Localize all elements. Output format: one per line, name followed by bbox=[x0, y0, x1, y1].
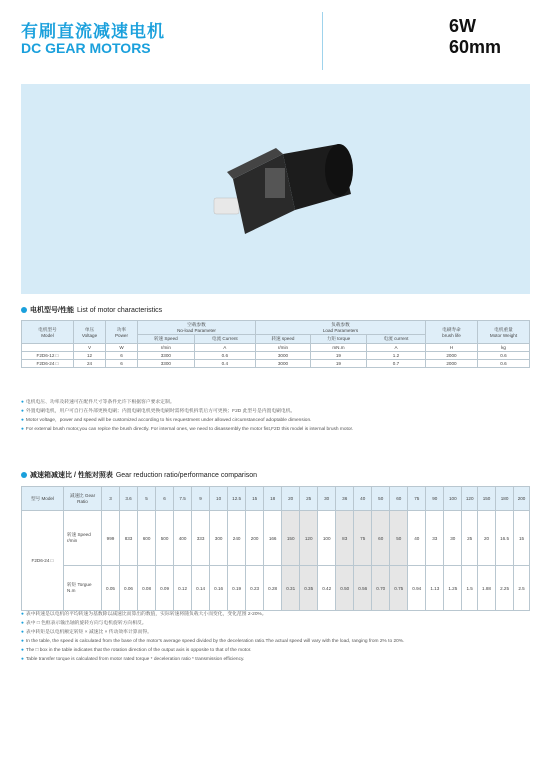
speed-cell: 600 bbox=[138, 511, 156, 566]
speed-cell: 25 bbox=[462, 511, 478, 566]
speed-cell: 300 bbox=[210, 511, 228, 566]
torque-cell: 1.13 bbox=[426, 566, 444, 611]
speed-cell: 83 bbox=[336, 511, 354, 566]
speed-cell: 20 bbox=[478, 511, 496, 566]
note: ● Table transfer torque is calculated from motor rated torque * deceleration ratio * transmission efficiency. bbox=[21, 655, 404, 664]
section-title-motor bbox=[21, 305, 162, 315]
torque-cell: 0.70 bbox=[372, 566, 390, 611]
th-nl-speed: 转速 Speed bbox=[138, 335, 195, 344]
note: ● 表中转速是以电机的平均转速为基数除以减速比而算出的数值，实际转速将随负载大小而变化，变化范围 2-20%。 bbox=[21, 610, 404, 619]
speed-cell: 100 bbox=[318, 511, 336, 566]
ratio-cell: 6 bbox=[156, 487, 174, 511]
note: ● In the table, the speed is calculated from the base of the motor's average speed divided by the deceleration ratio.The actual speed will vary with the load, ranging from 2% to 20%. bbox=[21, 637, 404, 646]
ratio-cell: 30 bbox=[318, 487, 336, 511]
ratio-cell: 120 bbox=[462, 487, 478, 511]
section2-title-cn: 减速箱减速比 / 性能对照表 bbox=[30, 472, 113, 479]
model-cell: F2D6-24 □ bbox=[22, 511, 64, 611]
speed-cell: 33 bbox=[426, 511, 444, 566]
torque-cell: 0.09 bbox=[156, 566, 174, 611]
speed-cell: 75 bbox=[354, 511, 372, 566]
ratio-cell: 100 bbox=[444, 487, 462, 511]
speed-cell: 150 bbox=[282, 511, 300, 566]
ratio-cell: 40 bbox=[354, 487, 372, 511]
ratio-cell: 10 bbox=[210, 487, 228, 511]
torque-cell: 2.25 bbox=[496, 566, 514, 611]
title-cn: 有刷直流减速电机 bbox=[21, 22, 165, 41]
table-row: F2D6-24 □ 24 6 3300 0.4 3000 19 0.7 2000 0.6 bbox=[22, 360, 530, 368]
speed-cell: 120 bbox=[300, 511, 318, 566]
speed-cell: 30 bbox=[444, 511, 462, 566]
section-title-gear bbox=[21, 470, 257, 480]
torque-label: 转矩 Torgue N.m bbox=[64, 566, 102, 611]
ratio-cell: 75 bbox=[408, 487, 426, 511]
ratio-cell: 60 bbox=[390, 487, 408, 511]
torque-cell: 0.35 bbox=[300, 566, 318, 611]
torque-cell: 0.31 bbox=[282, 566, 300, 611]
note: ● 表中转矩是以电机额定转矩 × 减速比 × 传动效率计算而得。 bbox=[21, 628, 404, 637]
ratio-cell: 3 bbox=[102, 487, 120, 511]
ratio-cell: 3.6 bbox=[120, 487, 138, 511]
torque-cell: 1.5 bbox=[462, 566, 478, 611]
note: ● 外置电刷电机，用户可自行在外部更换电刷；内置电刷电机更换电刷时需将电机拆装后方可更换；F2D 此型号是内置电刷电机。 bbox=[21, 407, 353, 416]
ratio-cell: 15 bbox=[246, 487, 264, 511]
ratio-cell: 90 bbox=[426, 487, 444, 511]
speed-cell: 166 bbox=[264, 511, 282, 566]
torque-cell: 0.14 bbox=[192, 566, 210, 611]
speed-cell: 200 bbox=[246, 511, 264, 566]
torque-cell: 0.08 bbox=[138, 566, 156, 611]
ratio-cell: 12.5 bbox=[228, 487, 246, 511]
speed-cell: 999 bbox=[102, 511, 120, 566]
ratio-cell: 200 bbox=[514, 487, 530, 511]
ratio-cell: 5 bbox=[138, 487, 156, 511]
torque-cell: 0.12 bbox=[174, 566, 192, 611]
note: ● For external brush motor,you can replce the brush directly. For internal ones, we need to disassembly the motor fist,F2D this model is internal brush motor. bbox=[21, 425, 353, 434]
speed-label: 转速 Speed r/min bbox=[64, 511, 102, 566]
torque-cell: 0.19 bbox=[228, 566, 246, 611]
motor-characteristics-table bbox=[21, 320, 530, 368]
torque-cell: 0.42 bbox=[318, 566, 336, 611]
torque-cell: 1.88 bbox=[478, 566, 496, 611]
note: ● The □ box in the table indicates that the rotation direction of the output axis is opposite to that of the motor. bbox=[21, 646, 404, 655]
power-rating: 6W bbox=[449, 16, 476, 36]
torque-cell: 1.25 bbox=[444, 566, 462, 611]
th-nl-current: 电流 Current bbox=[194, 335, 255, 344]
note: ● 表中 □ 色框表示输出轴的旋转方向与电机旋转方向相反。 bbox=[21, 619, 404, 628]
note: ● Motor voltage，power and speed will be customized according to his requestment under allowed circumstanceof adoptable dimension. bbox=[21, 416, 353, 425]
section1-title-cn: 电机型号/性能 bbox=[30, 307, 74, 314]
torque-cell: 0.16 bbox=[210, 566, 228, 611]
speed-cell: 500 bbox=[156, 511, 174, 566]
notes-gear bbox=[21, 610, 404, 664]
speed-cell: 60 bbox=[372, 511, 390, 566]
torque-cell: 2.5 bbox=[514, 566, 530, 611]
speed-cell: 400 bbox=[174, 511, 192, 566]
torque-cell: 0.05 bbox=[102, 566, 120, 611]
section2-title-en: Gear reduction ratio/performance comparison bbox=[115, 471, 258, 479]
table-row: F2D6-12 □ 12 6 3300 0.6 3000 19 1.2 2000 0.6 bbox=[22, 352, 530, 360]
speed-cell: 333 bbox=[192, 511, 210, 566]
torque-cell: 0.23 bbox=[246, 566, 264, 611]
th-power: 功率 Power bbox=[106, 321, 138, 344]
header-divider bbox=[322, 12, 323, 70]
speed-cell: 15 bbox=[514, 511, 530, 566]
th-l-torque: 力矩 torque bbox=[310, 335, 366, 344]
ratio-cell: 50 bbox=[372, 487, 390, 511]
speed-cell: 16.5 bbox=[496, 511, 514, 566]
ratio-cell: 25 bbox=[300, 487, 318, 511]
th-noload: 空载参数 No-load Parameter bbox=[138, 321, 256, 335]
motor-photo bbox=[21, 84, 530, 294]
ratio-cell: 150 bbox=[478, 487, 496, 511]
ratio-cell: 7.5 bbox=[174, 487, 192, 511]
th-model: 型号 Model bbox=[22, 487, 64, 511]
title-en: DC GEAR MOTORS bbox=[21, 40, 151, 56]
bullet-dot bbox=[21, 472, 27, 478]
th-l-current: 电流 current bbox=[366, 335, 425, 344]
th-model: 电机型号 Model bbox=[22, 321, 74, 344]
speed-cell: 240 bbox=[228, 511, 246, 566]
note: ● 电机电压、功率及转速可在配件尺寸等条件允许下根据客户要求定制。 bbox=[21, 398, 353, 407]
speed-cell: 50 bbox=[390, 511, 408, 566]
ratio-cell: 36 bbox=[336, 487, 354, 511]
ratio-cell: 9 bbox=[192, 487, 210, 511]
ratio-cell: 20 bbox=[282, 487, 300, 511]
th-life: 电刷寿命 brush life bbox=[426, 321, 478, 344]
bullet-dot bbox=[21, 307, 27, 313]
notes-motor bbox=[21, 398, 353, 434]
gear-ratio-table bbox=[21, 486, 530, 611]
torque-cell: 0.75 bbox=[390, 566, 408, 611]
section1-title-en: List of motor characteristics bbox=[76, 306, 163, 314]
torque-cell: 0.06 bbox=[120, 566, 138, 611]
speed-cell: 40 bbox=[408, 511, 426, 566]
th-ratio: 减速比 Gear Ratio bbox=[64, 487, 102, 511]
speed-cell: 833 bbox=[120, 511, 138, 566]
units-row: V W r/min A r/min mN.m A H kg bbox=[22, 344, 530, 352]
ratio-cell: 180 bbox=[496, 487, 514, 511]
torque-cell: 0.28 bbox=[264, 566, 282, 611]
torque-cell: 0.94 bbox=[408, 566, 426, 611]
torque-cell: 0.50 bbox=[336, 566, 354, 611]
motor-illustration bbox=[21, 84, 530, 294]
th-l-speed: 转速 speed bbox=[256, 335, 311, 344]
th-voltage: 单压 Voltage bbox=[74, 321, 106, 344]
th-weight: 电机重量 Motor Weight bbox=[478, 321, 530, 344]
th-load: 负载参数 Load Parameters bbox=[256, 321, 426, 335]
torque-cell: 0.56 bbox=[354, 566, 372, 611]
ratio-cell: 18 bbox=[264, 487, 282, 511]
frame-size: 60mm bbox=[449, 37, 502, 57]
